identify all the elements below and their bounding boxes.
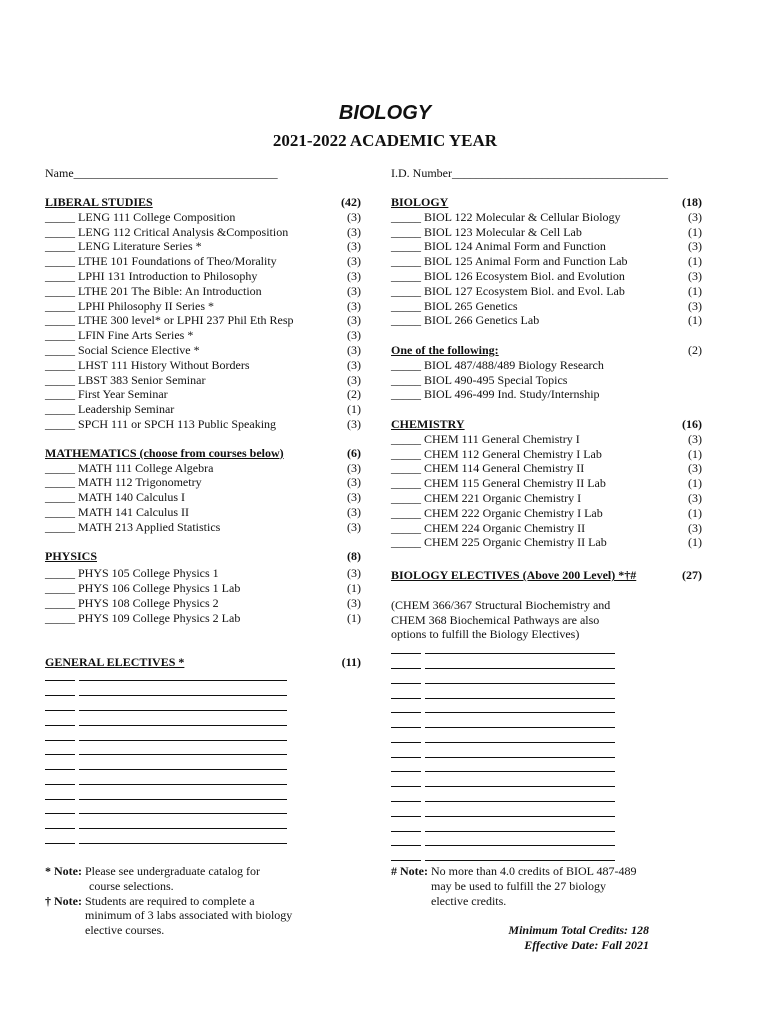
course-row[interactable] xyxy=(45,313,361,328)
note-text: Students are required to complete a xyxy=(84,893,255,908)
course-label: _____ MATH 141 Calculus II xyxy=(45,504,189,519)
course-label: _____ CHEM 114 General Chemistry II xyxy=(391,461,585,476)
one-of-following-header xyxy=(391,343,702,358)
section-heading: BIOLOGY ELECTIVES (Above 200 Level) *†# xyxy=(391,568,637,583)
course-credits: (3) xyxy=(347,372,361,387)
course-label: _____ LTHE 201 The Bible: An Introduction xyxy=(45,283,262,298)
course-blank[interactable] xyxy=(425,775,615,787)
check-blank[interactable] xyxy=(391,775,421,787)
course-label: _____ LTHE 101 Foundations of Theo/Morality xyxy=(45,254,277,269)
course-blank[interactable] xyxy=(79,788,287,800)
course-label: _____ PHYS 106 College Physics 1 Lab xyxy=(45,581,241,596)
course-label: _____ BIOL 266 Genetics Lab xyxy=(391,313,540,328)
course-row[interactable] xyxy=(45,254,361,269)
biology-header xyxy=(391,195,702,210)
blank-entry[interactable] xyxy=(391,790,702,805)
course-row[interactable] xyxy=(45,387,361,402)
course-credits: (3) xyxy=(347,519,361,534)
course-row[interactable] xyxy=(391,476,702,491)
course-credits: (1) xyxy=(688,446,702,461)
course-label: _____ LPHI Philosophy II Series * xyxy=(45,298,214,313)
note-text: may be used to fulfill the 27 biology xyxy=(431,878,606,893)
course-label: _____ CHEM 111 General Chemistry I xyxy=(391,431,580,446)
course-label: _____ LHST 111 History Without Borders xyxy=(45,357,250,372)
course-blank[interactable] xyxy=(79,802,287,814)
blank-entry[interactable] xyxy=(391,760,702,775)
course-label: _____ LTHE 300 level* or LPHI 237 Phil Eth Resp xyxy=(45,313,294,328)
minimum-total-credits: Minimum Total Credits: 128 xyxy=(508,923,649,937)
note-label: * Note: xyxy=(45,864,82,878)
course-blank[interactable] xyxy=(79,699,287,711)
course-blank[interactable] xyxy=(425,746,615,758)
course-label: _____ Leadership Seminar xyxy=(45,402,175,417)
course-row[interactable] xyxy=(391,535,702,550)
course-row[interactable] xyxy=(391,284,702,299)
course-row[interactable] xyxy=(45,475,361,490)
course-label: _____ BIOL 487/488/489 Biology Research xyxy=(391,357,604,372)
course-blank[interactable] xyxy=(79,743,287,755)
blank-entry[interactable] xyxy=(391,805,702,820)
course-blank[interactable] xyxy=(425,642,615,654)
course-credits: (3) xyxy=(688,520,702,535)
course-blank[interactable] xyxy=(425,834,615,846)
course-label: _____ PHYS 109 College Physics 2 Lab xyxy=(45,610,241,625)
liberal-studies-list xyxy=(45,210,361,432)
course-row[interactable] xyxy=(391,358,702,373)
section-credits: (16) xyxy=(682,416,702,431)
course-row[interactable] xyxy=(45,269,361,284)
course-row[interactable] xyxy=(45,505,361,520)
course-credits: (3) xyxy=(688,461,702,476)
check-blank[interactable] xyxy=(45,817,75,829)
left-column xyxy=(45,195,361,847)
blank-entry[interactable] xyxy=(45,817,361,832)
course-row[interactable] xyxy=(45,461,361,476)
course-credits: (1) xyxy=(688,535,702,550)
course-row[interactable] xyxy=(45,581,361,596)
course-label: _____ LPHI 131 Introduction to Philosophy xyxy=(45,268,258,283)
blank-entry[interactable] xyxy=(45,669,361,684)
course-row[interactable] xyxy=(391,373,702,388)
course-credits: (3) xyxy=(347,595,361,610)
course-blank[interactable] xyxy=(79,669,287,681)
section-credits: (2) xyxy=(688,342,702,357)
course-label: _____ CHEM 221 Organic Chemistry I xyxy=(391,490,582,505)
course-label: _____ MATH 111 College Algebra xyxy=(45,460,214,475)
page-title: BIOLOGY xyxy=(338,102,432,124)
course-label: _____ BIOL 124 Animal Form and Function xyxy=(391,239,606,254)
course-blank[interactable] xyxy=(425,672,615,684)
check-blank[interactable] xyxy=(45,788,75,800)
course-blank[interactable] xyxy=(425,687,615,699)
course-blank[interactable] xyxy=(79,729,287,741)
section-credits: (8) xyxy=(347,548,361,563)
course-label: _____ MATH 213 Applied Statistics xyxy=(45,519,221,534)
course-credits: (3) xyxy=(347,224,361,239)
course-row[interactable] xyxy=(45,596,361,611)
course-row[interactable] xyxy=(45,520,361,535)
blank-entry[interactable] xyxy=(391,642,702,657)
course-row[interactable] xyxy=(45,417,361,432)
blank-entry[interactable] xyxy=(391,687,702,702)
blank-entry[interactable] xyxy=(391,657,702,672)
course-credits: (3) xyxy=(347,268,361,283)
check-blank[interactable] xyxy=(391,657,421,669)
blank-entry[interactable] xyxy=(391,849,702,864)
section-credits: (11) xyxy=(341,654,361,669)
biology-electives-blanks xyxy=(391,642,702,864)
blank-entry[interactable] xyxy=(391,746,702,761)
course-row[interactable] xyxy=(45,611,361,626)
check-blank[interactable] xyxy=(391,849,421,861)
check-blank[interactable] xyxy=(45,773,75,785)
course-label: _____ BIOL 127 Ecosystem Biol. and Evol. Lab xyxy=(391,283,625,298)
course-credits: (3) xyxy=(347,209,361,224)
note-catalog xyxy=(45,864,292,938)
course-row[interactable] xyxy=(391,299,702,314)
course-label: _____ LENG Literature Series * xyxy=(45,239,202,254)
course-label: _____ CHEM 115 General Chemistry II Lab xyxy=(391,476,606,491)
electives-description: options to fulfill the Biology Electives) xyxy=(391,627,580,642)
section-heading: PHYSICS xyxy=(45,548,98,563)
course-blank[interactable] xyxy=(425,760,615,772)
course-credits: (3) xyxy=(347,504,361,519)
note-label: # Note: xyxy=(391,864,428,878)
course-row[interactable] xyxy=(391,506,702,521)
course-credits: (1) xyxy=(347,581,361,596)
course-row[interactable] xyxy=(45,373,361,388)
general-electives-blanks xyxy=(45,669,361,847)
course-label: _____ LENG 111 College Composition xyxy=(45,209,236,224)
course-credits: (1) xyxy=(688,476,702,491)
course-label: _____ CHEM 224 Organic Chemistry II xyxy=(391,520,586,535)
check-blank[interactable] xyxy=(45,669,75,681)
course-credits: (3) xyxy=(347,490,361,505)
electives-description: (CHEM 366/367 Structural Biochemistry and xyxy=(391,597,611,612)
course-row[interactable] xyxy=(391,491,702,506)
check-blank[interactable] xyxy=(45,729,75,741)
blank-entry[interactable] xyxy=(45,743,361,758)
blank-entry[interactable] xyxy=(45,832,361,847)
course-blank[interactable] xyxy=(425,701,615,713)
course-credits: (1) xyxy=(688,313,702,328)
course-credits: (2) xyxy=(347,387,361,402)
course-row[interactable] xyxy=(391,521,702,536)
course-credits: (1) xyxy=(688,505,702,520)
general-electives-header xyxy=(45,655,361,670)
course-row[interactable] xyxy=(45,358,361,373)
blank-entry[interactable] xyxy=(391,716,702,731)
blank-entry[interactable] xyxy=(45,788,361,803)
chemistry-header xyxy=(391,417,702,432)
blank-entry[interactable] xyxy=(45,684,361,699)
course-label: _____ CHEM 222 Organic Chemistry I Lab xyxy=(391,505,603,520)
course-credits: (1) xyxy=(688,283,702,298)
blank-entry[interactable] xyxy=(45,773,361,788)
course-label: _____ SPCH 111 or SPCH 113 Public Speaking xyxy=(45,416,277,431)
course-blank[interactable] xyxy=(79,832,287,844)
course-row[interactable] xyxy=(45,299,361,314)
course-row[interactable] xyxy=(45,284,361,299)
blank-entry[interactable] xyxy=(391,834,702,849)
course-blank[interactable] xyxy=(79,773,287,785)
course-row[interactable] xyxy=(45,343,361,358)
note-text: elective courses. xyxy=(85,923,165,938)
blank-entry[interactable] xyxy=(45,758,361,773)
course-credits: (3) xyxy=(347,416,361,431)
course-row[interactable] xyxy=(45,402,361,417)
mathematics-list xyxy=(45,461,361,535)
course-label: _____ LENG 112 Critical Analysis &Composition xyxy=(45,224,289,239)
note-research-credits xyxy=(391,864,637,908)
course-credits: (3) xyxy=(347,239,361,254)
course-blank[interactable] xyxy=(425,805,615,817)
course-row[interactable] xyxy=(391,210,702,225)
course-label: _____ PHYS 108 College Physics 2 xyxy=(45,595,219,610)
course-credits: (1) xyxy=(347,610,361,625)
one-of-following-list xyxy=(391,358,702,402)
check-blank[interactable] xyxy=(391,834,421,846)
course-row[interactable] xyxy=(391,461,702,476)
course-blank[interactable] xyxy=(425,790,615,802)
physics-header xyxy=(45,549,361,564)
blank-entry[interactable] xyxy=(45,714,361,729)
course-label: _____ BIOL 125 Animal Form and Function Lab xyxy=(391,254,628,269)
blank-entry[interactable] xyxy=(391,775,702,790)
course-label: _____ CHEM 112 General Chemistry I Lab xyxy=(391,446,602,461)
check-blank[interactable] xyxy=(45,743,75,755)
check-blank[interactable] xyxy=(45,832,75,844)
course-label: _____ MATH 140 Calculus I xyxy=(45,490,185,505)
biology-electives-header xyxy=(391,568,702,583)
electives-description: CHEM 368 Biochemical Pathways are also xyxy=(391,612,600,627)
course-label: _____ LBST 383 Senior Seminar xyxy=(45,372,206,387)
course-credits: (1) xyxy=(347,402,361,417)
course-label: _____ CHEM 225 Organic Chemistry II Lab xyxy=(391,535,607,550)
blank-entry[interactable] xyxy=(45,729,361,744)
course-row[interactable] xyxy=(391,254,702,269)
check-blank[interactable] xyxy=(391,820,421,832)
section-heading: CHEMISTRY xyxy=(391,416,465,431)
note-text: elective credits. xyxy=(431,893,507,908)
course-label: _____ LFIN Fine Arts Series * xyxy=(45,328,194,343)
right-column xyxy=(391,195,702,864)
blank-entry[interactable] xyxy=(45,699,361,714)
section-heading: GENERAL ELECTIVES * xyxy=(45,654,185,669)
section-heading: BIOLOGY xyxy=(391,195,449,209)
course-credits: (3) xyxy=(347,254,361,269)
course-label: _____ Social Science Elective * xyxy=(45,342,200,357)
course-credits: (3) xyxy=(347,475,361,490)
blank-entry[interactable] xyxy=(45,802,361,817)
course-row[interactable] xyxy=(391,432,702,447)
check-blank[interactable] xyxy=(391,642,421,654)
course-label: _____ BIOL 496-499 Ind. Study/Internship xyxy=(391,387,600,402)
course-credits: (1) xyxy=(688,254,702,269)
course-credits: (3) xyxy=(688,431,702,446)
check-blank[interactable] xyxy=(45,758,75,770)
course-row[interactable] xyxy=(45,225,361,240)
course-credits: (3) xyxy=(688,239,702,254)
course-blank[interactable] xyxy=(425,849,615,861)
course-credits: (3) xyxy=(688,490,702,505)
course-label: _____ BIOL 122 Molecular & Cellular Biology xyxy=(391,209,621,224)
physics-list xyxy=(45,566,361,625)
course-credits: (3) xyxy=(347,298,361,313)
check-blank[interactable] xyxy=(391,701,421,713)
course-blank[interactable] xyxy=(79,684,287,696)
course-row[interactable] xyxy=(45,210,361,225)
check-blank[interactable] xyxy=(45,802,75,814)
course-label: _____ PHYS 105 College Physics 1 xyxy=(45,566,219,581)
course-credits: (3) xyxy=(688,268,702,283)
check-blank[interactable] xyxy=(391,746,421,758)
section-credits: (27) xyxy=(682,568,702,583)
section-credits: (42) xyxy=(341,195,361,209)
course-label: _____ BIOL 126 Ecosystem Biol. and Evolution xyxy=(391,268,625,283)
check-blank[interactable] xyxy=(45,699,75,711)
id-number-field[interactable]: I.D. Number____________________________________ xyxy=(391,166,668,180)
course-credits: (3) xyxy=(688,298,702,313)
course-label: _____ BIOL 123 Molecular & Cell Lab xyxy=(391,224,582,239)
liberal-studies-header xyxy=(45,195,361,210)
section-credits: (18) xyxy=(682,195,702,209)
section-heading: LIBERAL STUDIES xyxy=(45,195,153,209)
course-label: _____ BIOL 490-495 Special Topics xyxy=(391,372,568,387)
blank-entry[interactable] xyxy=(391,701,702,716)
check-blank[interactable] xyxy=(391,672,421,684)
course-blank[interactable] xyxy=(79,758,287,770)
course-credits: (1) xyxy=(688,224,702,239)
course-credits: (3) xyxy=(347,566,361,581)
course-credits: (3) xyxy=(347,328,361,343)
note-text: Please see undergraduate catalog for xyxy=(84,864,261,878)
check-blank[interactable] xyxy=(45,684,75,696)
course-blank[interactable] xyxy=(79,817,287,829)
course-row[interactable] xyxy=(391,447,702,462)
section-heading: One of the following: xyxy=(391,342,499,357)
check-blank[interactable] xyxy=(391,760,421,772)
check-blank[interactable] xyxy=(45,714,75,726)
course-blank[interactable] xyxy=(425,731,615,743)
course-row[interactable] xyxy=(391,387,702,402)
course-row[interactable] xyxy=(391,269,702,284)
blank-entry[interactable] xyxy=(391,731,702,746)
note-text: No more than 4.0 credits of BIOL 487-489 xyxy=(430,864,637,878)
course-blank[interactable] xyxy=(79,714,287,726)
course-row[interactable] xyxy=(391,313,702,328)
course-credits: (3) xyxy=(347,283,361,298)
note-text: minimum of 3 labs associated with biology xyxy=(85,908,293,923)
blank-entry[interactable] xyxy=(391,672,702,687)
blank-entry[interactable] xyxy=(391,820,702,835)
mathematics-header xyxy=(45,446,361,461)
course-blank[interactable] xyxy=(425,716,615,728)
section-heading: MATHEMATICS (choose from courses below) xyxy=(45,445,284,460)
course-row[interactable] xyxy=(391,239,702,254)
course-label: _____ BIOL 265 Genetics xyxy=(391,298,518,313)
biology-list xyxy=(391,210,702,328)
course-credits: (3) xyxy=(347,357,361,372)
course-credits: (3) xyxy=(347,313,361,328)
note-text: course selections. xyxy=(89,878,174,893)
check-blank[interactable] xyxy=(391,731,421,743)
course-row[interactable] xyxy=(45,566,361,581)
chemistry-list xyxy=(391,432,702,550)
course-row[interactable] xyxy=(45,239,361,254)
course-row[interactable] xyxy=(391,225,702,240)
course-row[interactable] xyxy=(45,490,361,505)
note-label: † Note: xyxy=(45,893,82,908)
section-credits: (6) xyxy=(347,445,361,460)
effective-date: Effective Date: Fall 2021 xyxy=(524,938,649,952)
course-credits: (3) xyxy=(347,342,361,357)
check-blank[interactable] xyxy=(391,805,421,817)
name-field[interactable]: Name__________________________________ xyxy=(45,166,278,180)
academic-year: 2021-2022 ACADEMIC YEAR xyxy=(272,131,498,150)
check-blank[interactable] xyxy=(391,687,421,699)
course-blank[interactable] xyxy=(425,820,615,832)
check-blank[interactable] xyxy=(391,716,421,728)
course-row[interactable] xyxy=(45,328,361,343)
course-credits: (3) xyxy=(347,460,361,475)
course-credits: (3) xyxy=(688,209,702,224)
course-blank[interactable] xyxy=(425,657,615,669)
check-blank[interactable] xyxy=(391,790,421,802)
course-label: _____ MATH 112 Trigonometry xyxy=(45,475,202,490)
course-label: _____ First Year Seminar xyxy=(45,387,168,402)
